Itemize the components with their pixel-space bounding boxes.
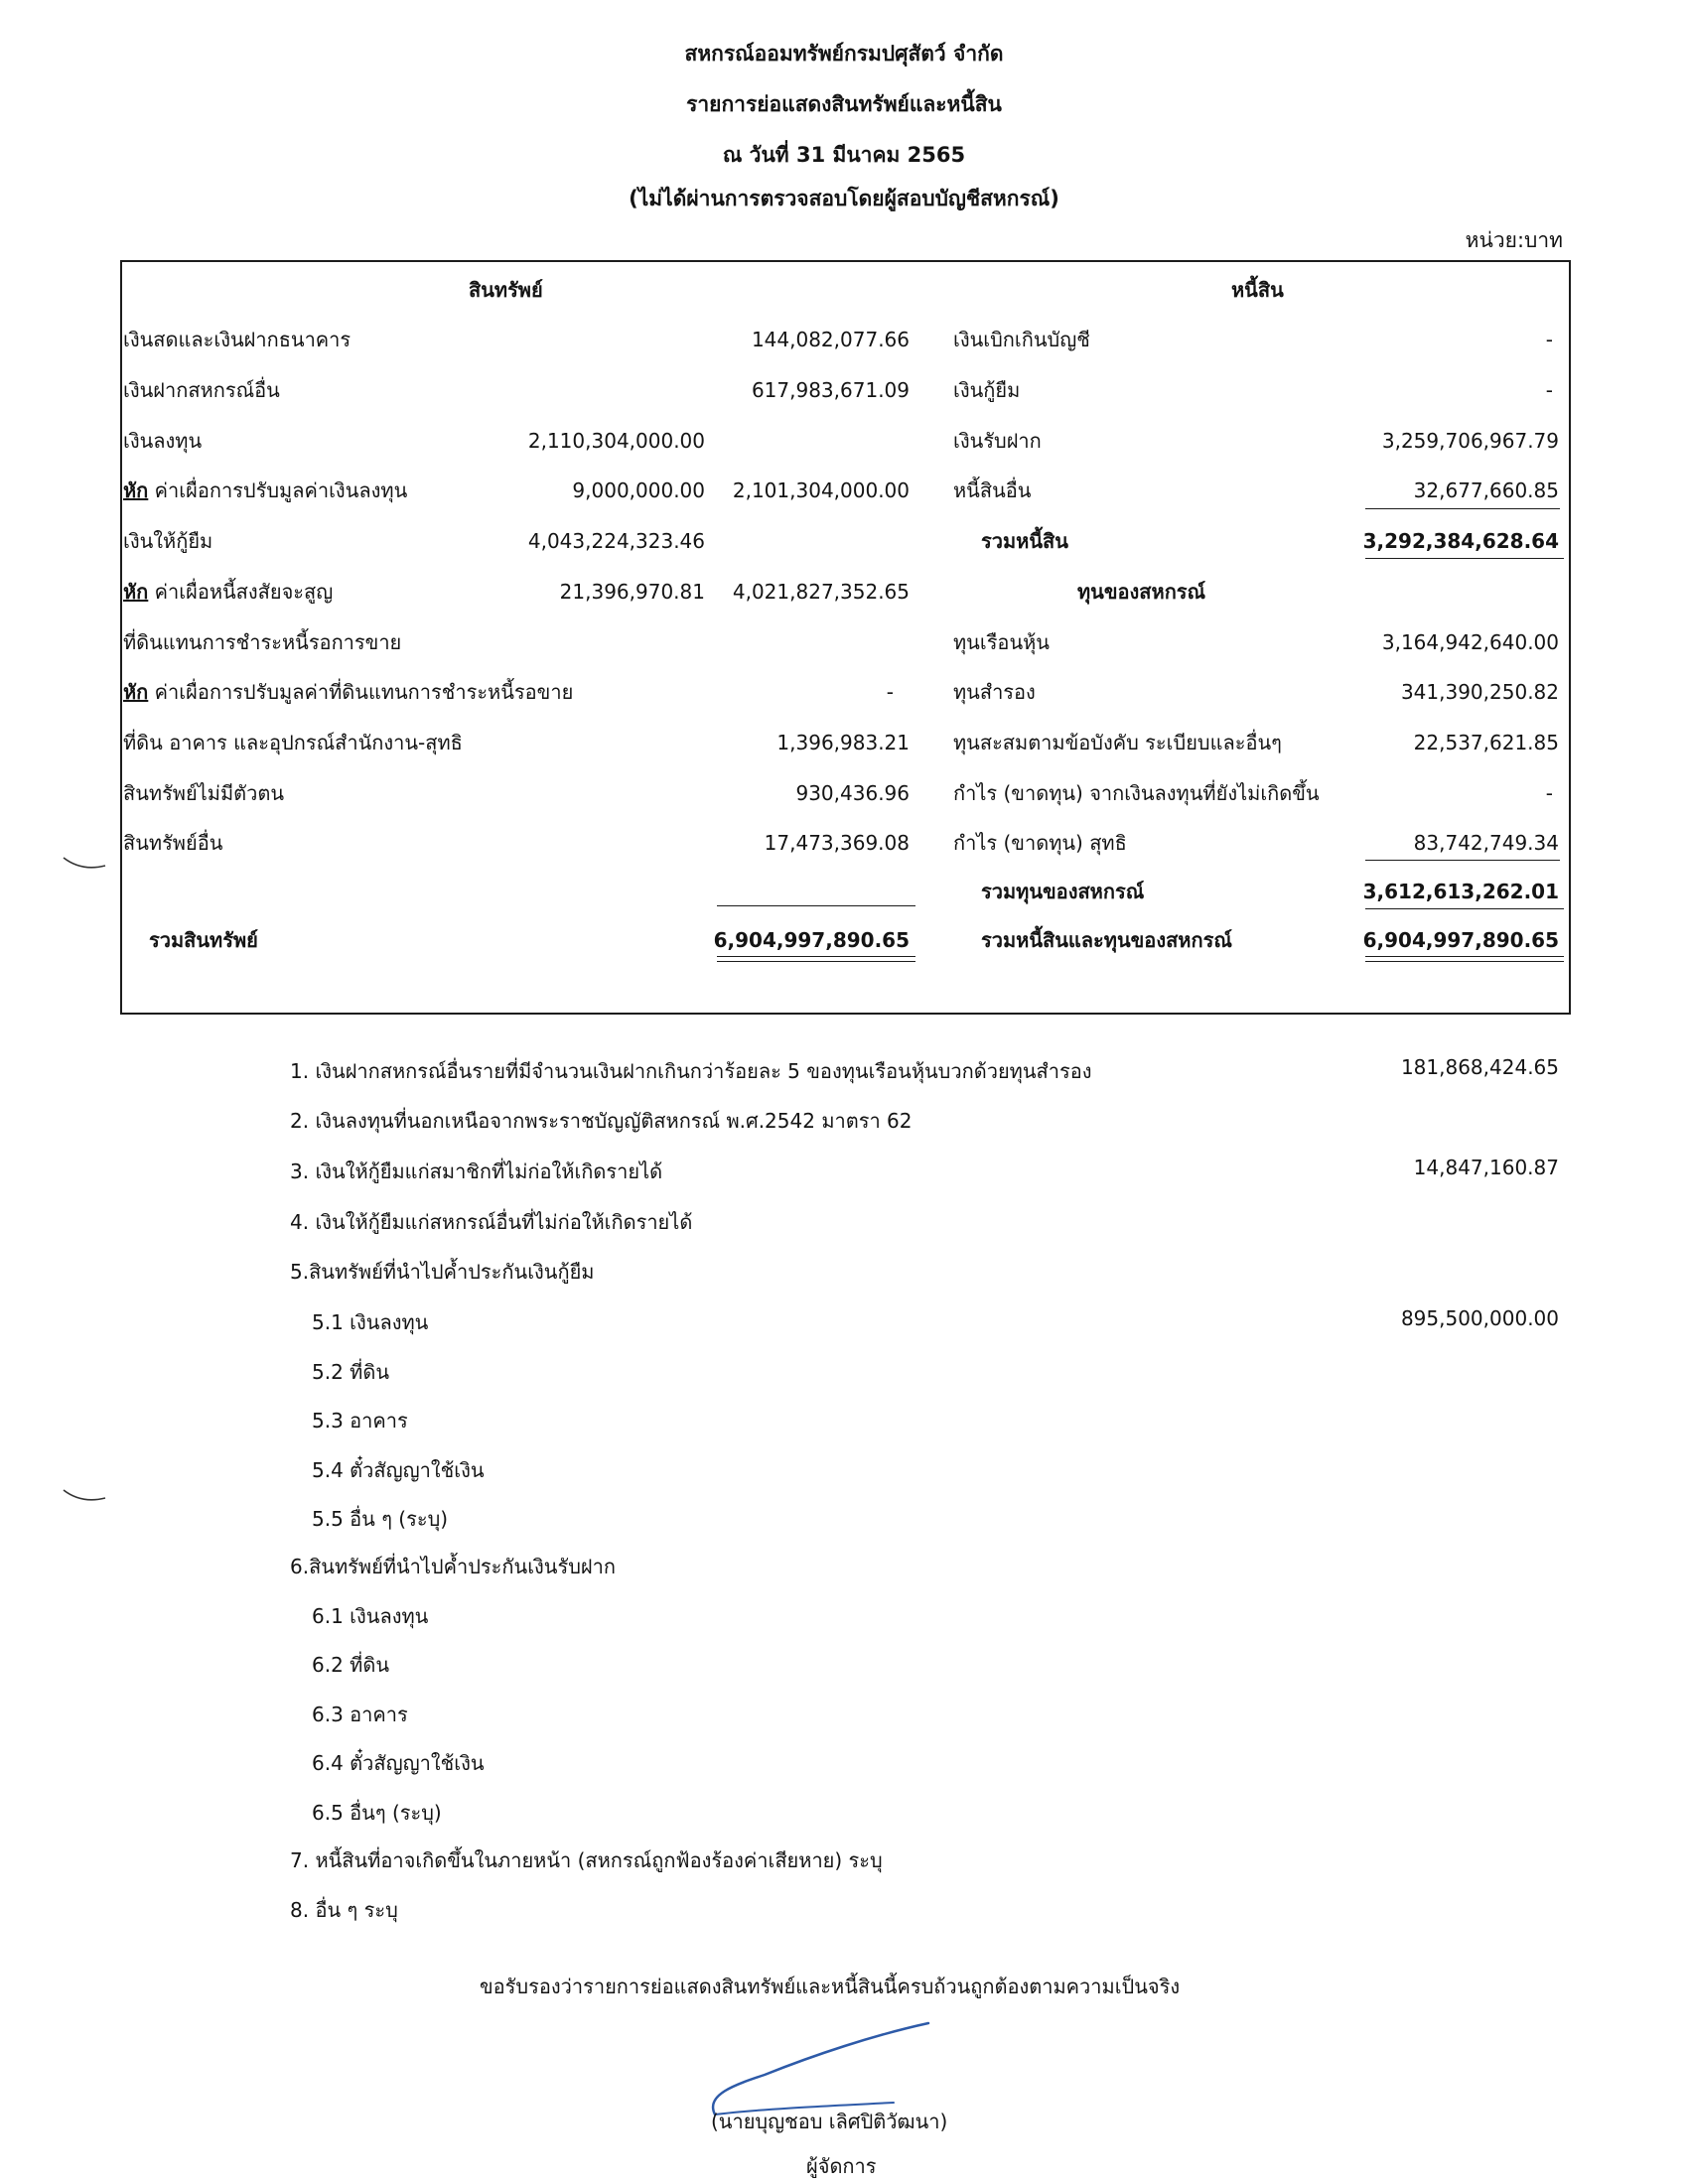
equity-label: กำไร (ขาดทุน) สุทธิ xyxy=(953,831,1127,855)
certification-statement: ขอรับรองว่ารายการย่อแสดงสินทรัพย์และหนี้สินนี้ครบถ้วนถูกต้องตามความเป็นจริง xyxy=(480,1975,1181,1998)
equity-rule xyxy=(1365,860,1560,861)
asset-label: หัก ค่าเผื่อการปรับมูลค่าที่ดินแทนการชำระหนี้รอขาย xyxy=(123,680,574,704)
total-liabilities-rule xyxy=(1365,558,1564,559)
note-value: 895,500,000.00 xyxy=(1400,1306,1559,1330)
equity-value: - xyxy=(1545,781,1553,805)
report-date: ณ วันที่ 31 มีนาคม 2565 xyxy=(722,143,966,167)
total-liabilities-label: รวมหนี้สิน xyxy=(981,529,1068,553)
asset-label: สินทรัพย์อื่น xyxy=(123,831,223,855)
grand-total-label: รวมหนี้สินและทุนของสหกรณ์ xyxy=(981,928,1232,952)
liability-label: เงินกู้ยืม xyxy=(953,378,1021,402)
asset-net-value: 2,101,304,000.00 xyxy=(732,478,910,502)
total-equity-label: รวมทุนของสหกรณ์ xyxy=(981,880,1145,903)
liability-value: - xyxy=(1545,328,1553,351)
asset-label: เงินลงทุน xyxy=(123,429,203,453)
note-subitem: 5.2 ที่ดิน xyxy=(312,1360,390,1384)
less-prefix: หัก xyxy=(123,478,149,502)
asset-net-value: 17,473,369.08 xyxy=(764,831,910,855)
note-subitem: 5.5 อื่น ๆ (ระบุ) xyxy=(312,1507,449,1531)
note-subitem: 5.1 เงินลงทุน xyxy=(312,1310,429,1334)
assets-heading: สินทรัพย์ xyxy=(469,278,543,302)
liability-value: - xyxy=(1545,378,1553,402)
asset-label: เงินสดและเงินฝากธนาคาร xyxy=(123,328,352,351)
liability-label: หนี้สินอื่น xyxy=(953,478,1032,502)
liability-label: เงินรับฝาก xyxy=(953,429,1042,453)
total-assets-rule xyxy=(717,905,915,906)
equity-label: ทุนสะสมตามข้อบังคับ ระเบียบและอื่นๆ xyxy=(953,731,1282,754)
note-subitem: 5.4 ตั๋วสัญญาใช้เงิน xyxy=(312,1458,485,1482)
note-item: 3. เงินให้กู้ยืมแก่สมาชิกที่ไม่ก่อให้เกิดรายได้ xyxy=(290,1160,663,1183)
asset-label: เงินให้กู้ยืม xyxy=(123,529,213,553)
asset-label: ที่ดินแทนการชำระหนี้รอการขาย xyxy=(123,630,402,654)
asset-label: หัก ค่าเผื่อหนี้สงสัยจะสูญ xyxy=(123,580,334,604)
unit-label: หน่วย:บาท xyxy=(1465,228,1563,252)
total-assets-value: 6,904,997,890.65 xyxy=(713,928,910,952)
liabilities-rule xyxy=(1365,508,1560,509)
equity-label: กำไร (ขาดทุน) จากเงินลงทุนที่ยังไม่เกิดขึ้น xyxy=(953,781,1320,805)
asset-label: หัก ค่าเผื่อการปรับมูลค่าเงินลงทุน xyxy=(123,478,408,502)
note-subitem: 6.3 อาคาร xyxy=(312,1703,408,1726)
equity-value: 341,390,250.82 xyxy=(1400,680,1559,704)
scan-mark-icon xyxy=(60,1486,109,1506)
asset-net-value: 617,983,671.09 xyxy=(751,378,910,402)
note-subitem: 6.2 ที่ดิน xyxy=(312,1653,390,1677)
audit-note: (ไม่ได้ผ่านการตรวจสอบโดยผู้สอบบัญชีสหกรณ์) xyxy=(629,187,1059,210)
asset-allowance-value: 9,000,000.00 xyxy=(572,478,705,502)
asset-net-value: - xyxy=(886,680,894,704)
equity-value: 3,164,942,640.00 xyxy=(1381,630,1559,654)
grand-total-double-rule xyxy=(1365,956,1564,962)
equity-label: ทุนเรือนหุ้น xyxy=(953,630,1050,654)
note-item: 5.สินทรัพย์ที่นำไปค้ำประกันเงินกู้ยืม xyxy=(290,1260,595,1284)
total-equity-rule xyxy=(1365,908,1564,909)
note-value: 181,868,424.65 xyxy=(1400,1055,1559,1079)
liability-value: 32,677,660.85 xyxy=(1413,478,1559,502)
asset-net-value: 144,082,077.66 xyxy=(751,328,910,351)
equity-heading: ทุนของสหกรณ์ xyxy=(1077,580,1206,604)
note-item: 2. เงินลงทุนที่นอกเหนือจากพระราชบัญญัติสหกรณ์ พ.ศ.2542 มาตรา 62 xyxy=(290,1109,913,1133)
equity-label: ทุนสำรอง xyxy=(953,680,1036,704)
total-assets-double-rule xyxy=(717,956,915,962)
note-subitem: 5.3 อาคาร xyxy=(312,1409,408,1433)
note-item: 6.สินทรัพย์ที่นำไปค้ำประกันเงินรับฝาก xyxy=(290,1555,616,1578)
asset-net-value: 4,021,827,352.65 xyxy=(732,580,910,604)
asset-gross-value: 2,110,304,000.00 xyxy=(527,429,705,453)
equity-value: 22,537,621.85 xyxy=(1413,731,1559,754)
organization-name: สหกรณ์ออมทรัพย์กรมปศุสัตว์ จำกัด xyxy=(684,42,1004,66)
note-item: 1. เงินฝากสหกรณ์อื่นรายที่มีจำนวนเงินฝากเกินกว่าร้อยละ 5 ของทุนเรือนหุ้นบวกด้วยทุนสำรอง xyxy=(290,1059,1092,1083)
asset-net-value: 930,436.96 xyxy=(795,781,910,805)
asset-label: ที่ดิน อาคาร และอุปกรณ์สำนักงาน-สุทธิ xyxy=(123,731,463,754)
asset-label: เงินฝากสหกรณ์อื่น xyxy=(123,378,280,402)
equity-value: 83,742,749.34 xyxy=(1413,831,1559,855)
signer-position: ผู้จัดการ xyxy=(806,2154,877,2178)
signer-name: (นายบุญชอบ เลิศปิติวัฒนา) xyxy=(711,2110,948,2133)
liabilities-heading: หนี้สิน xyxy=(1231,278,1284,302)
less-prefix: หัก xyxy=(123,680,149,704)
grand-total-value: 6,904,997,890.65 xyxy=(1362,928,1559,952)
liability-label: เงินเบิกเกินบัญชี xyxy=(953,328,1090,351)
asset-label: สินทรัพย์ไม่มีตัวตน xyxy=(123,781,285,805)
scan-mark-icon xyxy=(60,854,109,874)
asset-allowance-value: 21,396,970.81 xyxy=(559,580,705,604)
asset-net-value: 1,396,983.21 xyxy=(776,731,910,754)
total-equity-value: 3,612,613,262.01 xyxy=(1362,880,1559,903)
note-subitem: 6.4 ตั๋วสัญญาใช้เงิน xyxy=(312,1751,485,1775)
total-liabilities-value: 3,292,384,628.64 xyxy=(1362,529,1559,553)
liability-value: 3,259,706,967.79 xyxy=(1381,429,1559,453)
note-value: 14,847,160.87 xyxy=(1413,1156,1559,1179)
note-item: 8. อื่น ๆ ระบุ xyxy=(290,1898,398,1922)
note-item: 4. เงินให้กู้ยืมแก่สหกรณ์อื่นที่ไม่ก่อให้เกิดรายได้ xyxy=(290,1210,693,1234)
total-assets-label: รวมสินทรัพย์ xyxy=(149,928,258,952)
note-item: 7. หนี้สินที่อาจเกิดขึ้นในภายหน้า (สหกรณ์ถูกฟ้องร้องค่าเสียหาย) ระบุ xyxy=(290,1848,883,1872)
asset-gross-value: 4,043,224,323.46 xyxy=(527,529,705,553)
note-subitem: 6.1 เงินลงทุน xyxy=(312,1604,429,1628)
less-prefix: หัก xyxy=(123,580,149,604)
report-title: รายการย่อแสดงสินทรัพย์และหนี้สิน xyxy=(686,92,1002,116)
note-subitem: 6.5 อื่นๆ (ระบุ) xyxy=(312,1801,442,1825)
